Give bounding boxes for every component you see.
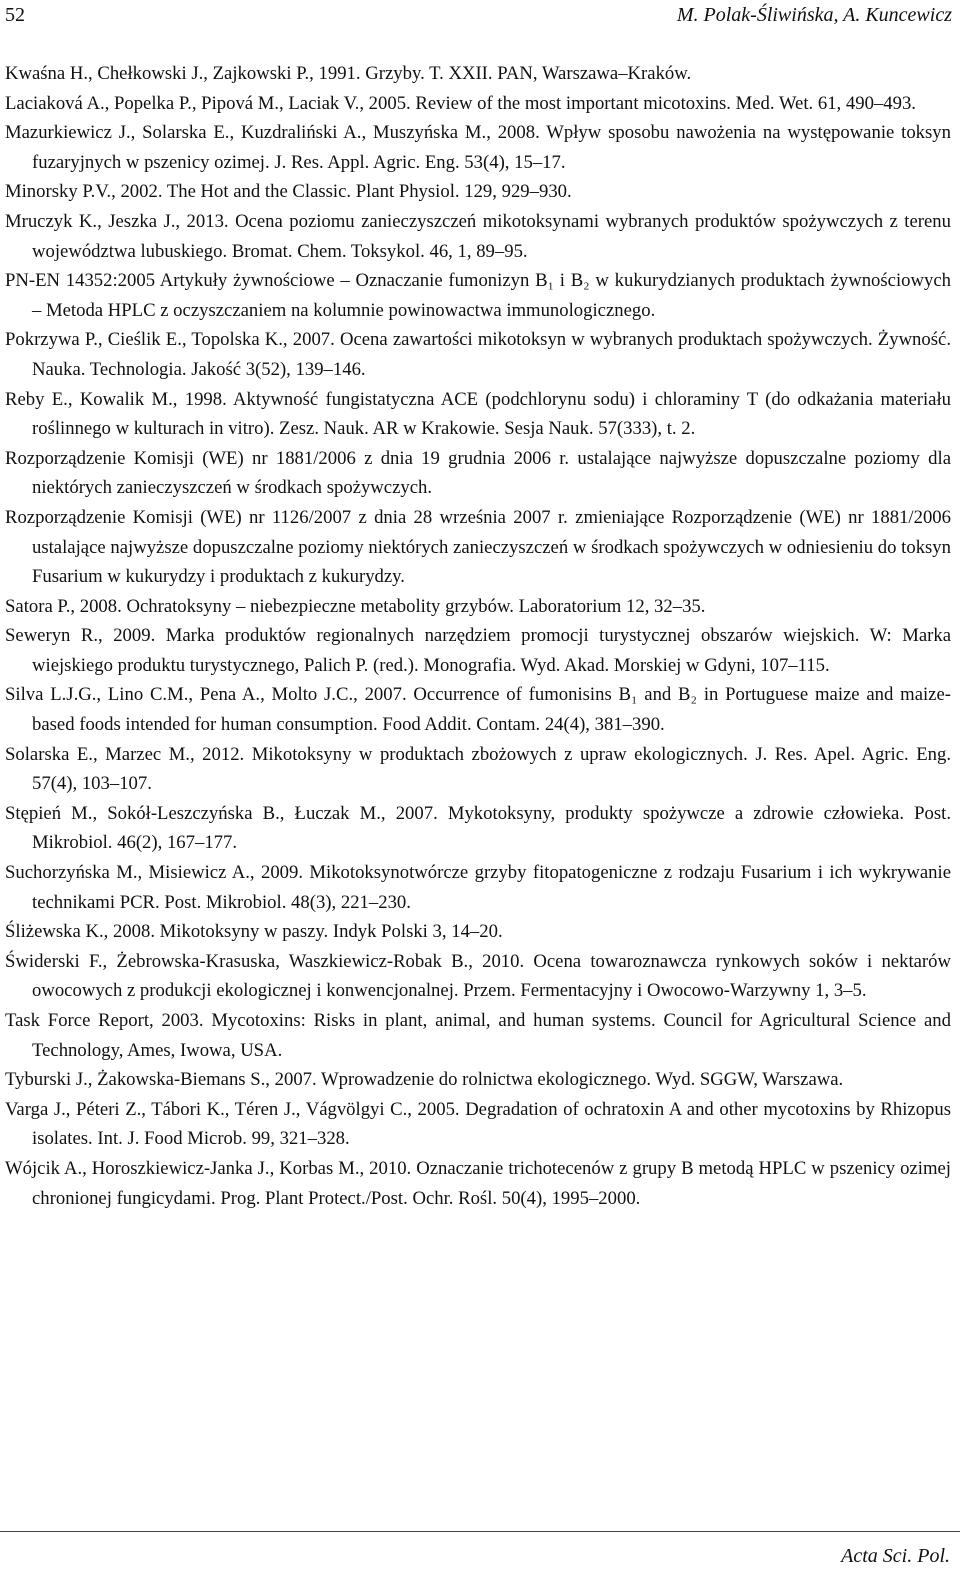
reference-item: Tyburski J., Żakowska-Biemans S., 2007. Wprowadzenie do rolnictwa ekologicznego. Wyd. SGGW, Warszawa. bbox=[5, 1069, 844, 1091]
reference-item: Wójcik A., Horoszkiewicz-Janka J., Korbas M., 2010. Oznaczanie trichotecenów z grupy B metodą HPLC w pszenicy ozimej chronionej fungicydami. Prog. Plant Protect./Post. Ochr. Rośl. 50(4), 1995–2000. bbox=[5, 1157, 951, 1209]
reference-item: Laciaková A., Popelka P., Pipová M., Laciak V., 2005. Review of the most important micotoxins. Med. Wet. 61, 490–493. bbox=[5, 92, 916, 114]
reference-item: Minorsky P.V., 2002. The Hot and the Classic. Plant Physiol. 129, 929–930. bbox=[5, 181, 572, 203]
reference-item: Task Force Report, 2003. Mycotoxins: Risks in plant, animal, and human systems. Council for Agricultural Science and Technology, Ames, Iwowa, USA. bbox=[5, 1010, 951, 1061]
reference-item: Śliżewska K., 2008. Mikotoksyny w paszy. Indyk Polski 3, 14–20. bbox=[5, 921, 503, 943]
reference-item: Stępień M., Sokół-Leszczyńska B., Łuczak M., 2007. Mykotoksyny, produkty spożywcze a zdrowie człowieka. Post. Mikrobiol. 46(2), 167–177. bbox=[5, 802, 951, 854]
reference-item: Reby E., Kowalik M., 1998. Aktywność fungistatyczna ACE (podchlorynu sodu) i chloraminy T (do odkażania materiału roślinnego w kulturach in vitro). Zesz. Nauk. AR w Krakowie. Sesja Nauk. 57(333), t. 2. bbox=[5, 388, 951, 440]
running-head-authors: M. Polak-Śliwińska, A. Kuncewicz bbox=[676, 4, 952, 26]
reference-item: PN-EN 14352:2005 Artykuły żywnościowe – Oznaczanie fumonizyn B₁ i B₂ w kukurydzianych produktach żywnościowych – Metoda HPLC z oczyszczaniem na kolumnie powinowactwa immunologicznego. bbox=[5, 270, 951, 321]
footer-divider bbox=[0, 1531, 960, 1532]
journal-name: Acta Sci. Pol. bbox=[841, 1545, 950, 1567]
reference-item: Satora P., 2008. Ochratoksyny – niebezpieczne metabolity grzybów. Laboratorium 12, 32–35. bbox=[5, 595, 706, 617]
reference-item: Mazurkiewicz J., Solarska E., Kuzdraliński A., Muszyńska M., 2008. Wpływ sposobu nawożenia na występowanie toksyn fuzaryjnych w pszenicy ozimej. J. Res. Appl. Agric. Eng. 53(4), 15–17. bbox=[5, 122, 951, 173]
reference-item: Mruczyk K., Jeszka J., 2013. Ocena poziomu zanieczyszczeń mikotoksynami wybranych produktów spożywczych z terenu województwa lubuskiego. Bromat. Chem. Toksykol. 46, 1, 89–95. bbox=[5, 210, 951, 262]
page-number: 52 bbox=[5, 4, 25, 26]
reference-item: Suchorzyńska M., Misiewicz A., 2009. Mikotoksynotwórcze grzyby fitopatogeniczne z rodzaju Fusarium i ich wykrywanie technikami PCR. Post. Mikrobiol. 48(3), 221–230. bbox=[5, 862, 951, 913]
reference-item: Rozporządzenie Komisji (WE) nr 1881/2006 z dnia 19 grudnia 2006 r. ustalające najwyższe dopuszczalne poziomy dla niektórych zanieczyszczeń w środkach spożywczych. bbox=[5, 447, 951, 499]
reference-item: Pokrzywa P., Cieślik E., Topolska K., 2007. Ocena zawartości mikotoksyn w wybranych produktach spożywczych. Żywność. Nauka. Technologia. Jakość 3(52), 139–146. bbox=[5, 329, 951, 380]
reference-item: Seweryn R., 2009. Marka produktów regionalnych narzędziem promocji turystycznej obszarów wiejskich. W: Marka wiejskiego produktu turystycznego, Palich P. (red.). Monografia. Wyd. Akad. Morskiej w Gdyni, 107–115. bbox=[5, 625, 951, 676]
reference-list bbox=[5, 59, 951, 1213]
reference-item: Rozporządzenie Komisji (WE) nr 1126/2007 z dnia 28 września 2007 r. zmieniające Rozporządzenie (WE) nr 1881/2006 ustalające najwyższe dopuszczalne poziomy niektórych zanieczyszczeń w środkach spożywczych w odniesieniu do toksyn Fusarium w kukurydzy i produktach z kukurydzy. bbox=[5, 506, 951, 588]
reference-item: Varga J., Péteri Z., Tábori K., Téren J., Vágvölgyi C., 2005. Degradation of ochratoxin A and other mycotoxins by Rhizopus isolates. Int. J. Food Microb. 99, 321–328. bbox=[5, 1098, 951, 1150]
reference-item: Świderski F., Żebrowska-Krasuska, Waszkiewicz-Robak B., 2010. Ocena towaroznawcza rynkowych soków i nektarów owocowych z produkcji ekologicznej i konwencjonalnej. Przem. Fermentacyjny i Owocowo-Warzywny 1, 3–5. bbox=[5, 950, 951, 1002]
reference-item: Solarska E., Marzec M., 2012. Mikotoksyny w produktach zbożowych z upraw ekologicznych. J. Res. Apel. Agric. Eng. 57(4), 103–107. bbox=[5, 743, 951, 795]
reference-item: Kwaśna H., Chełkowski J., Zajkowski P., 1991. Grzyby. T. XXII. PAN, Warszawa–Kraków. bbox=[5, 63, 692, 84]
page-header bbox=[0, 0, 960, 44]
reference-item: Silva L.J.G., Lino C.M., Pena A., Molto J.C., 2007. Occurrence of fumonisins B₁ and B₂ in Portuguese maize and maize-based foods intended for human consumption. Food Addit. Contam. 24(4), 381–390. bbox=[5, 684, 951, 736]
